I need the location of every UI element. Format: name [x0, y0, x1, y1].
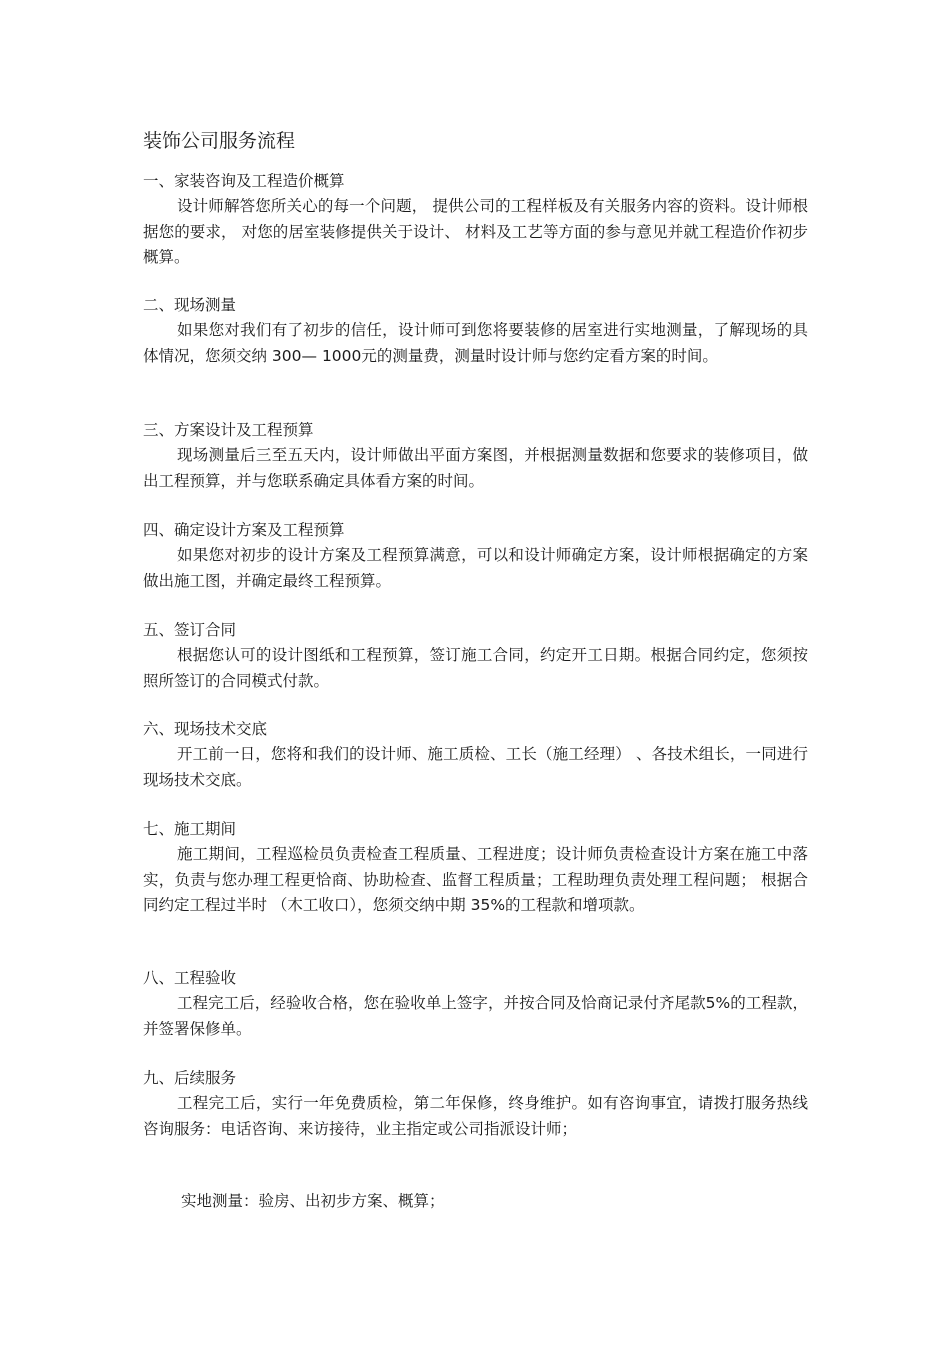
- section-body: 现场测量后三至五天内，设计师做出平面方案图，并根据测量数据和您要求的装修项目，做出工程预算，并与您联系确定具体看方案的时间。: [143, 446, 808, 490]
- section-body: 工程完工后，实行一年免费质检，第二年保修，终身维护。如有咨询事宜，请拨打服务热线咨询服务：电话咨询、来访接待，业主指定或公司指派设计师；: [143, 1094, 808, 1138]
- section-heading: 三、方案设计及工程预算: [143, 421, 314, 439]
- section-body: 工程完工后，经验收合格，您在验收单上签字，并按合同及恰商记录付齐尾款5%的工程款，并签署保修单。: [143, 994, 808, 1038]
- section-design-budget: [143, 418, 808, 494]
- section-body: 如果您对我们有了初步的信任，设计师可到您将要装修的居室进行实地测量，了解现场的具体情况，您须交纳 300— 1000元的测量费，测量时设计师与您约定看方案的时间。: [143, 321, 808, 365]
- section-after-service: [143, 1066, 808, 1142]
- section-confirm-plan: [143, 518, 808, 594]
- section-consultation: [143, 169, 808, 271]
- document-title: 装饰公司服务流程: [143, 130, 296, 152]
- section-site-measurement: [143, 293, 808, 369]
- section-heading: 四、确定设计方案及工程预算: [143, 521, 345, 539]
- section-heading: 八、工程验收: [143, 969, 237, 987]
- section-body: 开工前一日，您将和我们的设计师、施工质检、工长（施工经理） 、各技术组长，一同进行现场技术交底。: [143, 745, 808, 789]
- section-construction-period: [143, 817, 808, 919]
- section-sign-contract: [143, 618, 808, 694]
- section-heading: 九、后续服务: [143, 1069, 237, 1087]
- section-heading: 二、现场测量: [143, 296, 237, 314]
- section-body: 设计师解答您所关心的每一个问题， 提供公司的工程样板及有关服务内容的资料。设计师根据您的要求， 对您的居室装修提供关于设计、 材料及工艺等方面的参与意见并就工程造价作初步概算。: [143, 197, 808, 266]
- section-heading: 七、施工期间: [143, 820, 237, 838]
- section-heading: 一、家装咨询及工程造价概算: [143, 172, 345, 190]
- section-body: 施工期间，工程巡检员负责检查工程质量、工程进度；设计师负责检查设计方案在施工中落实，负责与您办理工程更恰商、协助检查、监督工程质量；工程助理负责处理工程问题； 根据合同约定工程过半时 （木工收口），您须交纳中期 35%的工程款和增项款。: [143, 845, 808, 914]
- section-body: 根据您认可的设计图纸和工程预算，签订施工合同，约定开工日期。根据合同约定，您须按照所签订的合同模式付款。: [143, 646, 808, 690]
- section-heading: 六、现场技术交底: [143, 720, 268, 738]
- section-heading: 五、签订合同: [143, 621, 237, 639]
- footer-note: 实地测量：验房、出初步方案、概算；: [181, 1192, 445, 1210]
- section-body: 如果您对初步的设计方案及工程预算满意，可以和设计师确定方案，设计师根据确定的方案做出施工图，并确定最终工程预算。: [143, 546, 808, 590]
- section-acceptance: [143, 966, 808, 1042]
- section-technical-briefing: [143, 717, 808, 793]
